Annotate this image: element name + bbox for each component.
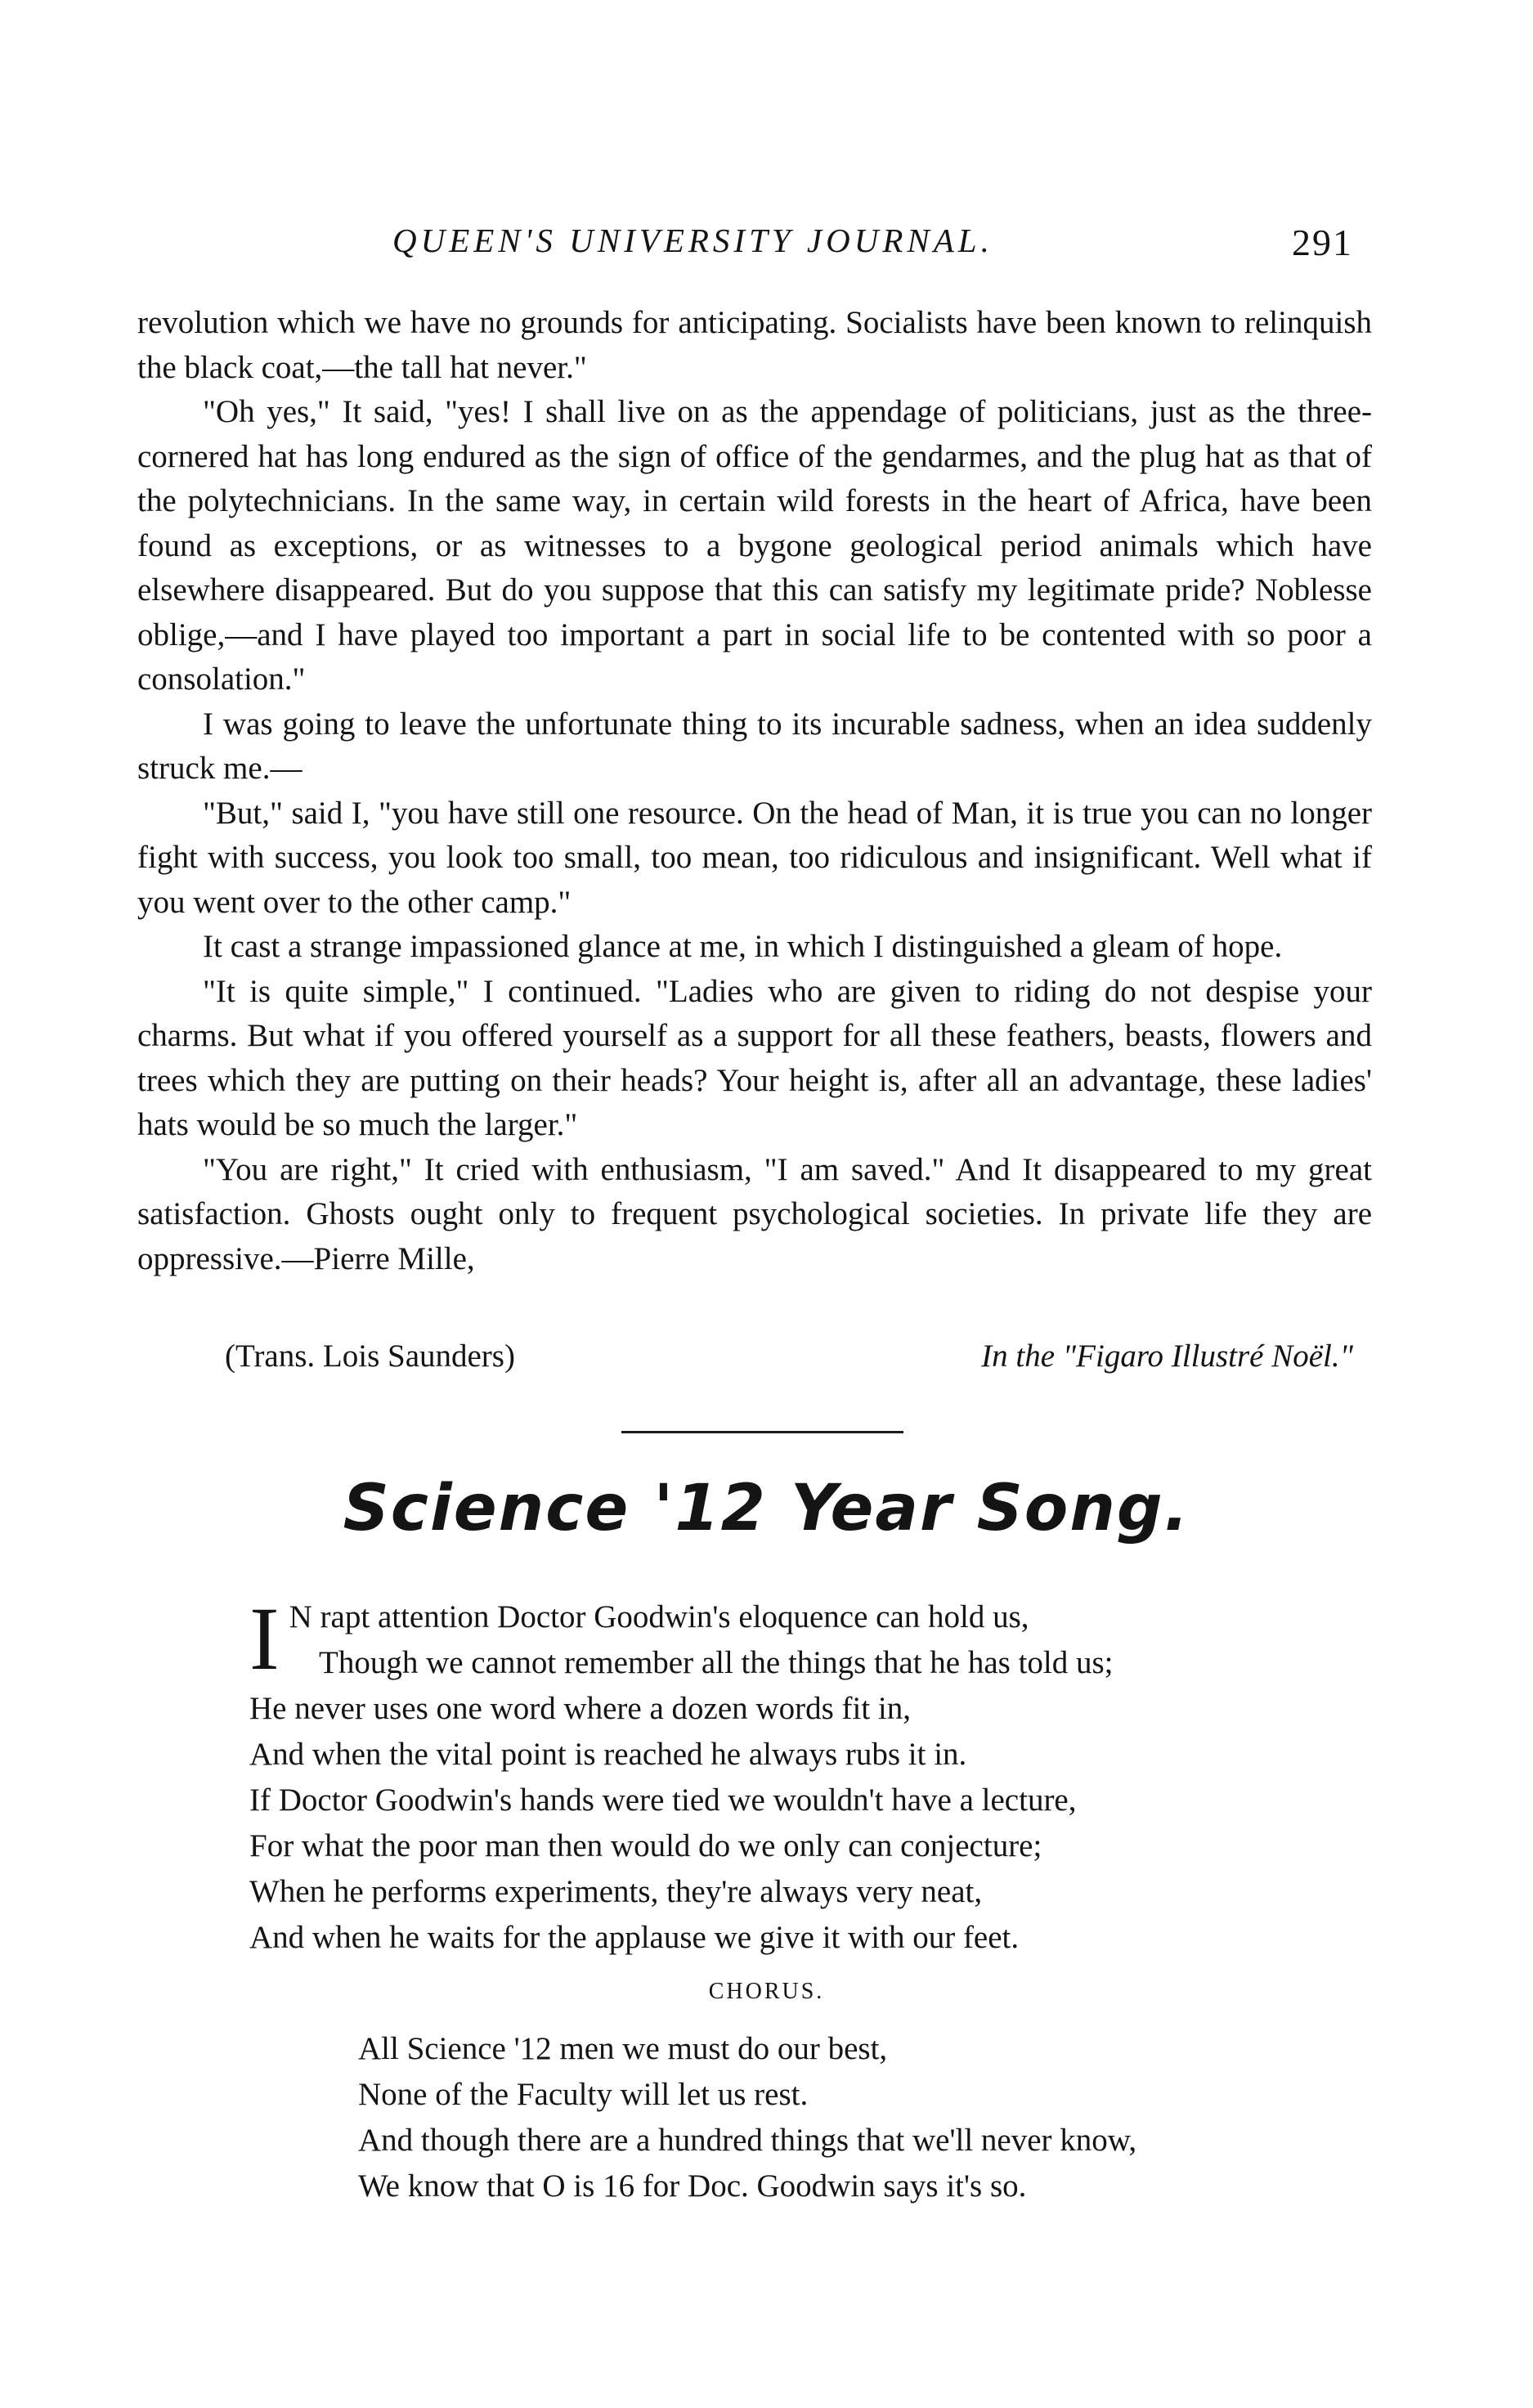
source-credit: In the "Figaro Illustré Noël." [981, 1339, 1353, 1374]
page-number: 291 [1292, 222, 1353, 263]
verse-line: And when he waits for the applause we give it with our feet. [249, 1920, 1020, 1955]
chorus-line: None of the Faculty will let us rest. [358, 2077, 809, 2112]
chorus-heading: CHORUS. [708, 1979, 825, 2004]
translator-credit: (Trans. Lois Saunders) [225, 1339, 515, 1374]
song-chorus [358, 2026, 1372, 2209]
chorus-line: We know that O is 16 for Doc. Goodwin says it's so. [358, 2168, 1027, 2204]
chorus-line: And though there are a hundred things that we'll never know, [358, 2123, 1137, 2158]
paragraph: "Oh yes," It said, "yes! I shall live on as the appendage of politicians, just as the three-cornered hat has long endured as the sign of office of the gendarmes, and the plug hat as that of the polytechnicians. In the same way, in certain wild forests in the heart of Africa, have been found as exceptions, or as witnesses to a bygone geological period animals which have elsewhere disappeared. But do you suppose that this can satisfy my legitimate pride? Noblesse oblige,—and I have played too important a part in social life to be contented with so poor a consolation." [137, 394, 1372, 697]
verse-line: N rapt attention Doctor Goodwin's eloquence can hold us, [289, 1599, 1029, 1634]
song-verse [249, 1589, 1353, 1961]
song-title: Science '12 Year Song. [343, 1472, 1190, 1545]
paragraph: revolution which we have no grounds for anticipating. Socialists have been known to relinquish the black coat,—the tall hat never." [137, 305, 1372, 385]
journal-title: QUEEN'S UNIVERSITY JOURNAL. [392, 222, 993, 259]
article-body [137, 301, 1372, 1281]
attribution-line [225, 1338, 1353, 1383]
paragraph: "You are right," It cried with enthusiasm, "I am saved." And It disappeared to my great satisfaction. Ghosts ought only to frequent psychological societies. In private life they are oppressive.—Pierre Mille, [137, 1151, 1372, 1276]
paragraph: "It is quite simple," I continued. "Ladies who are given to riding do not despise your charms. But what if you offered yourself as a support for all these feathers, beasts, flowers and trees which they are putting on their heads? Your height is, after all an advantage, these ladies' hats would be so much the larger." [137, 973, 1372, 1142]
verse-line: If Doctor Goodwin's hands were tied we wouldn't have a lecture, [249, 1782, 1077, 1818]
verse-line: Though we cannot remember all the things that he has told us; [319, 1645, 1114, 1680]
chorus-line: All Science '12 men we must do our best, [358, 2031, 888, 2066]
verse-line: And when the vital point is reached he always rubs it in. [249, 1737, 967, 1772]
drop-cap: I [249, 1589, 280, 1688]
verse-line: When he performs experiments, they're always very neat, [249, 1874, 983, 1909]
paragraph: "But," said I, "you have still one resource. On the head of Man, it is true you can no longer fight with success, you look too small, too mean, too ridiculous and insignificant. Well what if you went over to the other camp." [137, 795, 1372, 920]
running-head [0, 214, 1533, 263]
paragraph: I was going to leave the unfortunate thing to its incurable sadness, when an idea suddenly struck me.— [137, 706, 1372, 786]
paragraph: It cast a strange impassioned glance at me, in which I distinguished a gleam of hope. [203, 929, 1283, 964]
verse-line: He never uses one word where a dozen words fit in, [249, 1691, 911, 1726]
section-divider [621, 1431, 903, 1433]
verse-line: For what the poor man then would do we only can conjecture; [249, 1828, 1042, 1863]
